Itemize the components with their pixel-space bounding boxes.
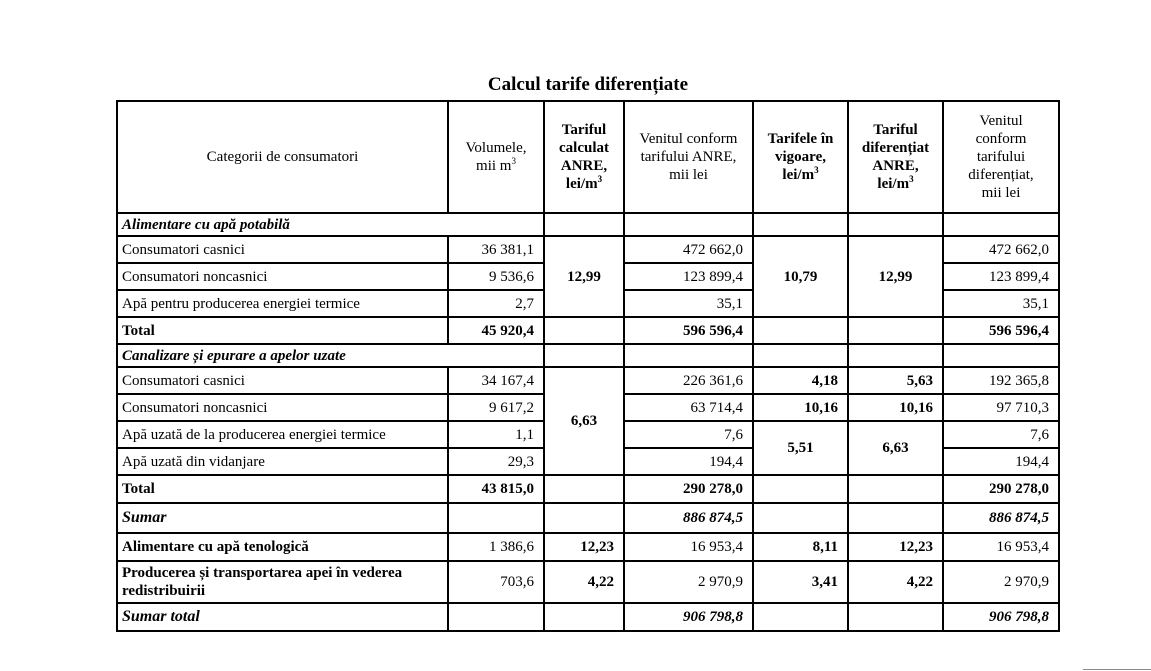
- header-categorii: Categorii de consumatori: [117, 101, 448, 213]
- row-venit-dif: 194,4: [943, 448, 1059, 475]
- row-name: Alimentare cu apă tenologică: [117, 533, 448, 561]
- tarif-diferentiat-potabila: 12,99: [848, 236, 943, 317]
- row-tarif-calc: 12,23: [544, 533, 624, 561]
- total-row-potabila: [117, 317, 1059, 344]
- row-name: Total: [117, 317, 448, 344]
- redistribuire-row: [117, 561, 1059, 603]
- row-venit-anre: 226 361,6: [624, 367, 753, 394]
- row-venit-anre: 472 662,0: [624, 236, 753, 263]
- row-tarif-dif: 4,22: [848, 561, 943, 603]
- row-tarif-dif: 5,63: [848, 367, 943, 394]
- row-volum: 1 386,6: [448, 533, 544, 561]
- tarif-vigoare-merged: 5,51: [753, 421, 848, 475]
- row-volum: 9 617,2: [448, 394, 544, 421]
- row-name: Apă pentru producerea energiei termice: [117, 290, 448, 317]
- row-name: Apă uzată de la producerea energiei termice: [117, 421, 448, 448]
- row-volum: 34 167,4: [448, 367, 544, 394]
- header-venit-diferentiat: Venitul conform tarifului diferențiat, mii lei: [943, 101, 1059, 213]
- row-name: Apă uzată din vidanjare: [117, 448, 448, 475]
- row-volum: 29,3: [448, 448, 544, 475]
- row-venit-dif: 2 970,9: [943, 561, 1059, 603]
- tarif-vigoare-potabila: 10,79: [753, 236, 848, 317]
- row-venit-dif: 7,6: [943, 421, 1059, 448]
- page-divider: [1083, 669, 1151, 670]
- row-venit-anre: 2 970,9: [624, 561, 753, 603]
- row-name: Consumatori casnici: [117, 367, 448, 394]
- header-tarif-calculat: Tariful calculat ANRE, lei/$m^3$: [544, 101, 624, 213]
- row-venit-anre: 906 798,8: [624, 603, 753, 631]
- row-tarif-dif: 10,16: [848, 394, 943, 421]
- row-tarif-vigoare: 4,18: [753, 367, 848, 394]
- tarif-diferentiat-merged: 6,63: [848, 421, 943, 475]
- row-volum: 703,6: [448, 561, 544, 603]
- row-volum: 1,1: [448, 421, 544, 448]
- row-name: Sumar total: [117, 603, 448, 631]
- row-volum: 36 381,1: [448, 236, 544, 263]
- row-venit-dif: 16 953,4: [943, 533, 1059, 561]
- row-tarif-dif: 12,23: [848, 533, 943, 561]
- row-tarif-vigoare: 10,16: [753, 394, 848, 421]
- tenologica-row: [117, 533, 1059, 561]
- row-venit-dif: 97 710,3: [943, 394, 1059, 421]
- row-venit-dif: 35,1: [943, 290, 1059, 317]
- row-venit-dif: 123 899,4: [943, 263, 1059, 290]
- header-row: [117, 101, 1059, 213]
- row-name: Consumatori casnici: [117, 236, 448, 263]
- row-venit-anre: 16 953,4: [624, 533, 753, 561]
- row-venit-dif: 290 278,0: [943, 475, 1059, 503]
- row-venit-dif: 472 662,0: [943, 236, 1059, 263]
- row-venit-anre: 7,6: [624, 421, 753, 448]
- header-tarif-diferentiat: Tariful diferențiat ANRE, lei/$m^3$: [848, 101, 943, 213]
- row-venit-dif: 192 365,8: [943, 367, 1059, 394]
- total-row-canalizare: [117, 475, 1059, 503]
- row-tarif-vigoare: 8,11: [753, 533, 848, 561]
- row-volum: 43 815,0: [448, 475, 544, 503]
- section-title: Canalizare și epurare a apelor uzate: [117, 344, 544, 367]
- table-row: [117, 367, 1059, 394]
- table-row: [117, 236, 1059, 263]
- section-row-canalizare: [117, 344, 1059, 367]
- header-venit-anre: Venitul conform tarifului ANRE, mii lei: [624, 101, 753, 213]
- sumar-total-row: [117, 603, 1059, 631]
- header-volumele: Volumele, mii $m^3$: [448, 101, 544, 213]
- row-name: Sumar: [117, 503, 448, 533]
- row-venit-dif: 906 798,8: [943, 603, 1059, 631]
- row-name: Consumatori noncasnici: [117, 394, 448, 421]
- row-name: Producerea și transportarea apei în vederea redistribuirii: [117, 561, 448, 603]
- row-venit-dif: 596 596,4: [943, 317, 1059, 344]
- document-title: Calcul tarife diferențiate: [487, 74, 689, 95]
- row-venit-anre: 596 596,4: [624, 317, 753, 344]
- tarif-calculat-canalizare: 6,63: [544, 367, 624, 475]
- row-venit-anre: 290 278,0: [624, 475, 753, 503]
- row-volum: 45 920,4: [448, 317, 544, 344]
- row-name: Consumatori noncasnici: [117, 263, 448, 290]
- row-volum: 9 536,6: [448, 263, 544, 290]
- section-row-potabila: [117, 213, 1059, 236]
- header-tarife-vigoare: Tarifele în vigoare, lei/$m^3$: [753, 101, 848, 213]
- row-venit-anre: 123 899,4: [624, 263, 753, 290]
- row-venit-dif: 886 874,5: [943, 503, 1059, 533]
- row-venit-anre: 194,4: [624, 448, 753, 475]
- row-venit-anre: 63 714,4: [624, 394, 753, 421]
- row-venit-anre: 35,1: [624, 290, 753, 317]
- row-tarif-vigoare: 3,41: [753, 561, 848, 603]
- row-volum: 2,7: [448, 290, 544, 317]
- row-name: Total: [117, 475, 448, 503]
- row-tarif-calc: 4,22: [544, 561, 624, 603]
- section-title: Alimentare cu apă potabilă: [117, 213, 544, 236]
- sumar-row: [117, 503, 1059, 533]
- tariff-table: [116, 100, 1060, 632]
- row-venit-anre: 886 874,5: [624, 503, 753, 533]
- tarif-calculat-potabila: 12,99: [544, 236, 624, 317]
